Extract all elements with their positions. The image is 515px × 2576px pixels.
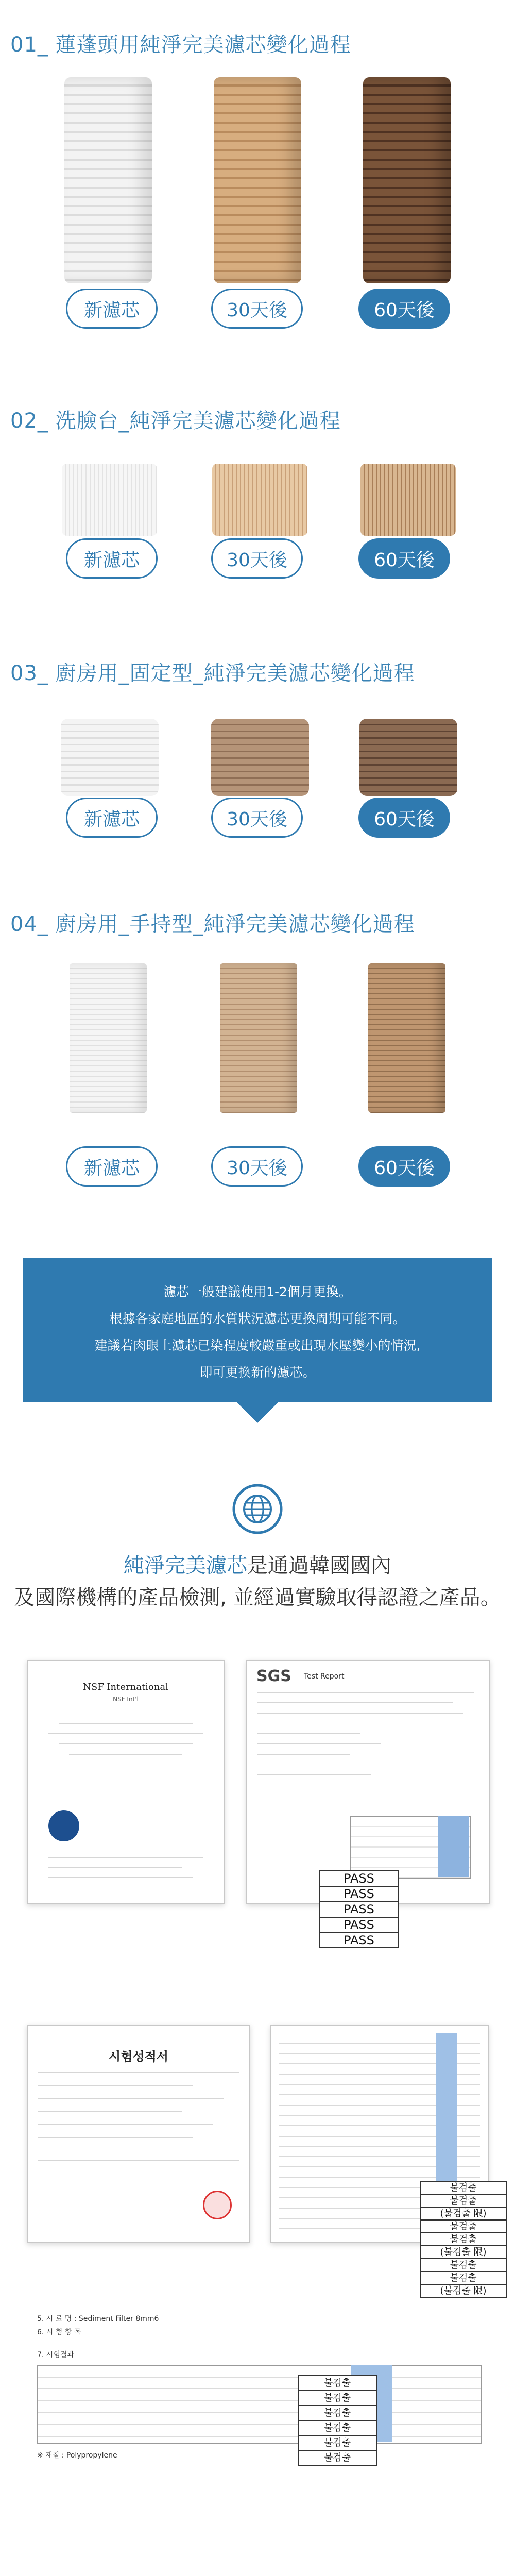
filter-image-30days xyxy=(220,963,297,1113)
notice-line: 建議若肉眼上濾芯已染程度較嚴重或出現水壓變小的情況, xyxy=(94,1338,421,1353)
filter-image-60days xyxy=(360,464,456,536)
pass-item: PASS xyxy=(344,1933,374,1947)
cert-line1: 是通過韓國國內 xyxy=(247,1554,391,1578)
filter-image-new xyxy=(62,464,157,536)
filter-image-30days xyxy=(211,719,309,796)
kr-result-item: (불검출 限) xyxy=(421,2246,506,2259)
nsf-seal-icon xyxy=(48,1810,79,1841)
kr-result-item: 불검출 xyxy=(421,2233,506,2246)
pass-list xyxy=(319,1870,399,1948)
badge-30days: 30天後 xyxy=(211,289,303,329)
badge-60days: 60天後 xyxy=(358,1146,450,1187)
kr-table-h2: 6. 시 험 항 목 xyxy=(37,2328,81,2336)
certification-text xyxy=(0,1550,515,1614)
pass-item: PASS xyxy=(320,1871,398,1887)
pass-item: PASS xyxy=(320,1918,398,1933)
kr-table-h3: 7. 시험결과 xyxy=(37,2351,74,2359)
filter-image-new xyxy=(70,963,147,1113)
globe-badge-icon xyxy=(232,1484,283,1534)
filter-image-30days xyxy=(212,464,307,536)
kr-doc-title: 시험성적서 xyxy=(109,2049,168,2064)
nsf-certificate xyxy=(27,1660,225,1904)
section-title-washbasin: 02_ 洗臉台_純淨完美濾芯變化過程 xyxy=(10,409,341,433)
section-title-shower: 01_ 蓮蓬頭用純淨完美濾芯變化過程 xyxy=(10,33,351,57)
cert-line2: 及國際機構的產品檢測, 並經過實驗取得認證之產品。 xyxy=(14,1586,501,1609)
notice-line: 根據各家庭地區的水質狀況濾芯更換周期可能不同。 xyxy=(109,1311,406,1326)
filter-image-60days xyxy=(359,719,457,796)
nsf-org: NSF Int'l xyxy=(113,1696,139,1703)
badge-30days: 30天後 xyxy=(211,798,303,838)
stamp-icon xyxy=(203,2191,232,2219)
kr-result-item: 불검출 xyxy=(421,2182,506,2195)
badge-new: 新濾芯 xyxy=(66,798,158,838)
filter-image-new xyxy=(61,719,159,796)
nsf-title: NSF International xyxy=(83,1682,168,1692)
badge-new: 新濾芯 xyxy=(66,289,158,329)
korean-test-certificate xyxy=(27,2025,250,2243)
badge-60days: 60天後 xyxy=(358,538,450,579)
badge-new: 新濾芯 xyxy=(66,1146,158,1187)
kr-result-item: 불검출 xyxy=(299,2436,376,2451)
pass-item: PASS xyxy=(320,1887,398,1902)
notice-line: 濾芯一般建議使用1-2個月更換。 xyxy=(163,1284,352,1299)
kr-result-list-2 xyxy=(298,2375,377,2466)
pass-item: PASS xyxy=(320,1902,398,1918)
badge-30days: 30天後 xyxy=(211,1146,303,1187)
badge-new: 新濾芯 xyxy=(66,538,158,579)
kr-result-item: (불검출 限) xyxy=(440,2285,487,2296)
kr-result-item: 불검출 xyxy=(299,2376,376,2391)
badge-60days: 60天後 xyxy=(358,798,450,838)
badge-60days: 60天後 xyxy=(358,289,450,329)
kr-result-item: 불검출 xyxy=(421,2259,506,2272)
kr-result-list xyxy=(420,2181,507,2298)
badge-30days: 30天後 xyxy=(211,538,303,579)
korean-results-table xyxy=(27,2308,488,2463)
kr-result-item: 불검출 xyxy=(323,2452,351,2463)
kr-table-h1: 5. 시 료 명 : Sediment Filter 8mm6 xyxy=(37,2315,159,2323)
filter-image-30days xyxy=(214,77,301,283)
sgs-title: Test Report xyxy=(304,1672,345,1681)
kr-table-foot: ※ 재질 : Polypropylene xyxy=(37,2451,117,2460)
filter-image-new xyxy=(64,77,152,283)
kr-result-item: 불검출 xyxy=(421,2272,506,2285)
kr-result-item: 불검출 xyxy=(299,2406,376,2421)
sgs-test-report xyxy=(246,1660,490,1904)
kr-result-item: 불검출 xyxy=(421,2221,506,2233)
sgs-logo: SGS xyxy=(256,1667,291,1685)
kr-result-item: (불검출 限) xyxy=(421,2208,506,2221)
kr-result-item: 불검출 xyxy=(299,2391,376,2406)
kr-result-item: 불검출 xyxy=(299,2421,376,2436)
notice-line: 即可更換新的濾芯。 xyxy=(199,1365,316,1380)
section-title-kitchen-fixed: 03_ 廚房用_固定型_純淨完美濾芯變化過程 xyxy=(10,662,415,685)
kr-result-item: 불검출 xyxy=(421,2195,506,2208)
section-title-kitchen-handheld: 04_ 廚房用_手持型_純淨完美濾芯變化過程 xyxy=(10,912,415,936)
filter-image-60days xyxy=(363,77,451,283)
cert-highlight: 純淨完美濾芯 xyxy=(124,1554,247,1578)
replacement-notice xyxy=(23,1258,492,1402)
filter-image-60days xyxy=(368,963,445,1113)
